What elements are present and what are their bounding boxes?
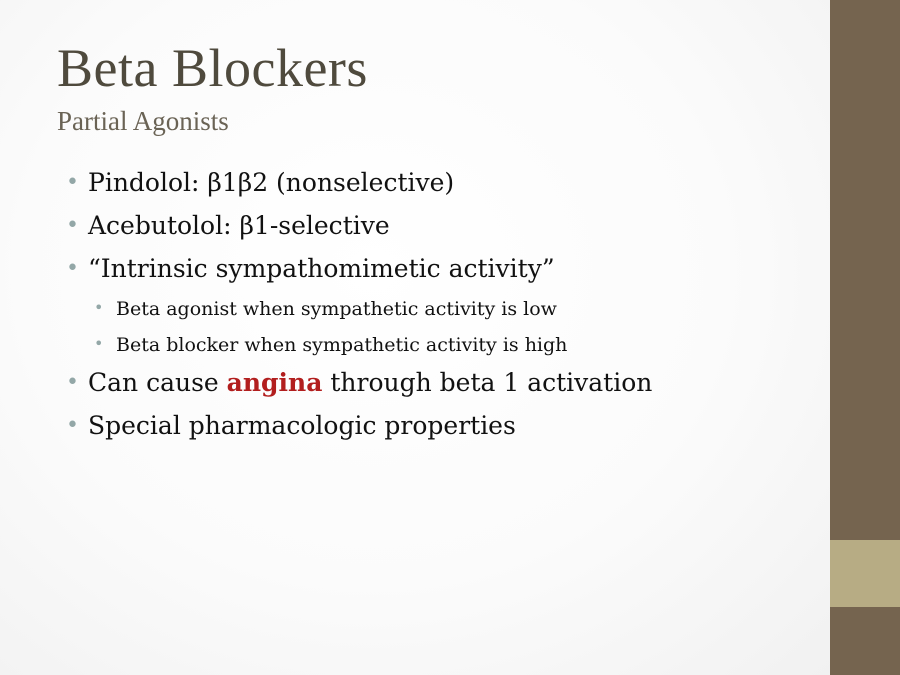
sub-bullet-marker-icon: •: [94, 334, 104, 353]
bullet-text-pre: Can cause: [88, 368, 227, 397]
slide-subtitle: Partial Agonists: [57, 106, 229, 136]
bullet-text: Pindolol: β1β2 (nonselective): [88, 168, 455, 197]
bullet-marker-icon: •: [66, 413, 79, 438]
bullet-text: Special pharmacologic properties: [88, 411, 516, 440]
bullet-item: [66, 411, 516, 441]
bullet-item: [66, 168, 454, 198]
sub-bullet-item: [94, 332, 567, 357]
sub-bullet-text: Beta agonist when sympathetic activity is low: [116, 298, 557, 320]
bullet-marker-icon: •: [66, 256, 79, 281]
bullet-marker-icon: •: [66, 213, 79, 238]
sub-bullet-marker-icon: •: [94, 298, 104, 317]
sub-bullet-item: [94, 296, 557, 321]
bullet-item: [66, 254, 555, 284]
bullet-text: “Intrinsic sympathomimetic activity”: [88, 254, 555, 283]
bullet-marker-icon: •: [66, 170, 79, 195]
bullet-item: [66, 211, 390, 241]
slide-title: Beta Blockers: [57, 38, 368, 98]
decorative-sidebar-accent: [830, 540, 900, 607]
bullet-text: Acebutolol: β1-selective: [88, 211, 390, 240]
sub-bullet-text: Beta blocker when sympathetic activity is high: [116, 334, 568, 356]
bullet-text-post: through beta 1 activation: [322, 368, 653, 397]
bullet-item: [66, 368, 652, 398]
emphasis-word: angina: [226, 368, 323, 397]
bullet-marker-icon: •: [66, 370, 79, 395]
